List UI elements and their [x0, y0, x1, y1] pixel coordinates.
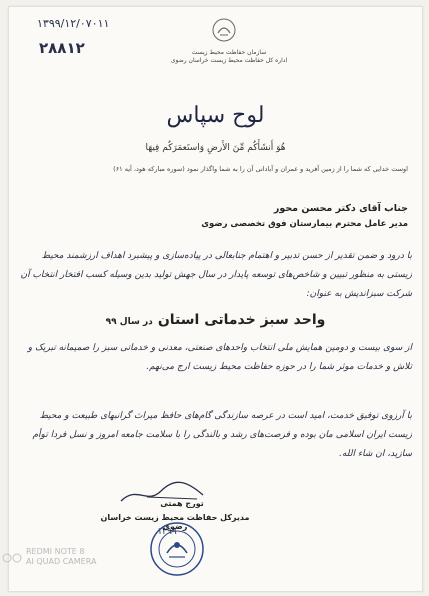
- addressee-position: مدیر عامل محترم بیمارستان فوق تخصصی رضوی: [201, 219, 408, 229]
- paragraph-congratulation: از سوی بیست و دومین همایش ملی انتخاب واحدهای صنعتی، معدنی و خدماتی سبز را صمیمانه تبریک و تلاش و خدمات موثر شما را در حوزه حفاظت محیط زیست ارج می‌نهم.: [27, 343, 412, 372]
- signature-year: ۱۳۹۹: [157, 527, 177, 537]
- reference-date: ۱۳۹۹/۱۲/۰۷۰۱۱: [37, 17, 110, 30]
- certificate-sheet: [8, 6, 423, 592]
- camera-watermark-icon: [2, 552, 24, 564]
- award-title: [9, 309, 422, 328]
- quran-verse: هُوَ أَنشَأَكُم مِّنَ الأَرضِ وَاستَعمَرَكُم فِيهَا: [145, 143, 286, 153]
- signer-name: تورج همتی: [160, 499, 204, 508]
- award-name: واحد سبز خدماتی استان: [157, 312, 326, 328]
- verse-translation: اوست خدایی که شما را از زمین آفرید و عمران و آبادانی آن را به شما واگذار نمود (سوره مبارکه هود، آیه ۶۱): [113, 165, 408, 173]
- org-name-line2: اداره کل حفاظت محیط زیست خراسان رضوی: [170, 57, 288, 64]
- signer-title: مدیرکل حفاظت محیط زیست خراسان رضوی: [100, 513, 250, 531]
- org-name-line1: سازمان حفاظت محیط زیست: [191, 49, 267, 56]
- addressee-name: جناب آقای دکتر محسن محور: [273, 203, 408, 214]
- organization-emblem-icon: [211, 17, 237, 43]
- organization-header: [159, 49, 299, 65]
- official-seal-stamp: [149, 521, 205, 577]
- award-year: در سال ۹۹: [105, 317, 153, 327]
- paragraph-wishes: با آرزوی توفیق خدمت، امید است در عرصه سازندگی گام‌های حافظ میراث گرانبهای طبیعت و محیط زیست ایران اسلامی مان بوده و فرصت‌های رشد و بالندگی را با سلامت جامعه امروز و نسل فردا توأم سازید، ان شاء الله.: [32, 411, 412, 459]
- watermark-line2: AI QUAD CAMERA: [26, 557, 97, 566]
- certificate-title: لوح سپاس: [166, 103, 265, 128]
- paragraph-appreciation: با درود و ضمن تقدیر از حسن تدبیر و اهتمام جنابعالی در پیاده‌سازی و پیشبرد اهداف ارزشمند محیط زیستی به منظور تبیین و شاخص‌های توسعه پایدار در سال جهش تولید بدین وسیله کسب افتخار انتخاب آن شرکت سبزاندیش به عنوان:: [20, 251, 412, 299]
- reference-number: ۲۸۸۱۲: [39, 39, 85, 57]
- camera-watermark: [26, 547, 96, 567]
- watermark-line1: REDMI NOTE 8: [26, 547, 85, 556]
